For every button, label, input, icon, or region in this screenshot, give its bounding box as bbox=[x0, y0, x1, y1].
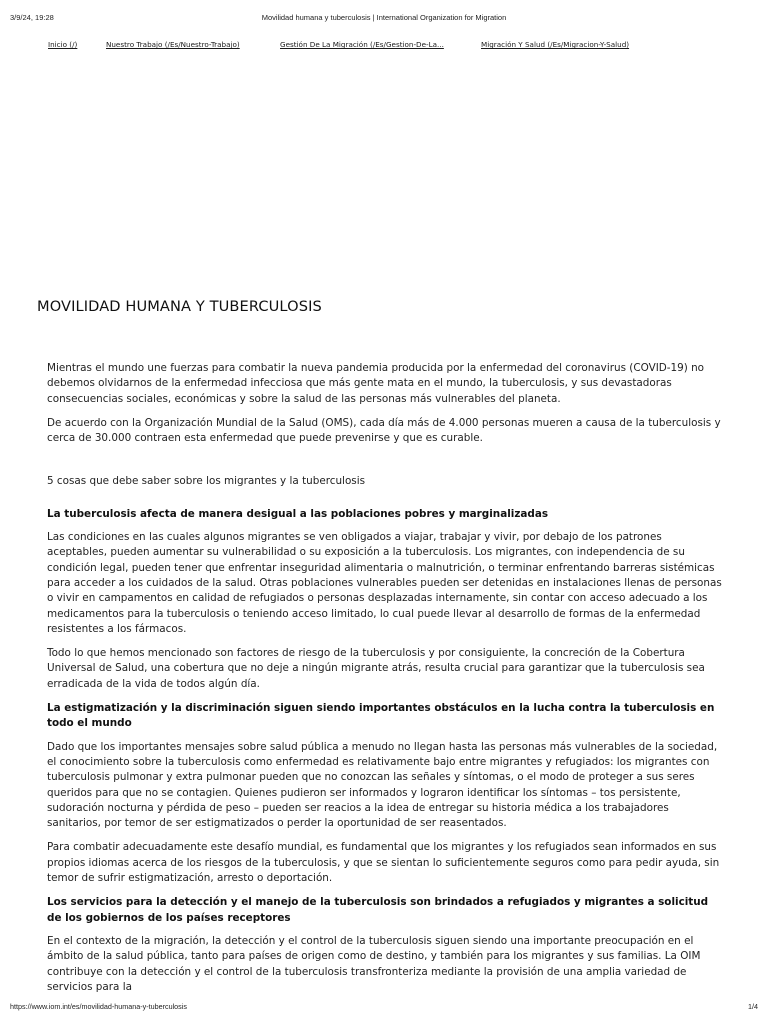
section-heading: La tuberculosis afecta de manera desigual a las poblaciones pobres y marginalizadas bbox=[47, 507, 549, 520]
page-title: MOVILIDAD HUMANA Y TUBERCULOSIS bbox=[37, 298, 322, 315]
section-paragraph: Las condiciones en las cuales algunos migrantes se ven obligados a viajar, trabajar y vivir, por debajo de los patrones aceptables, pueden aumentar su vulnerabilidad o su exposición a la tuberculosis. Los migrantes, con independencia de su condición legal, pueden tener que enfrentar inseguridad alimentaria o malnutrición, o terminar enfrentando barreras sistémicas para acceder a los cuidados de la salud. Otras poblaciones vulnerables pueden ser detenidas en instalaciones llenas de personas o vivir en campamentos en calidad de refugiados o personas desplazadas internamente, sin contar con acceso adecuado a los medicamentos para la tuberculosis o teniendo acceso limitado, lo cual puede llevar al desarrollo de formas de la enfermedad resistentes a los fármacos. bbox=[47, 531, 722, 635]
breadcrumb-gestion-migracion-link[interactable]: Gestión De La Migración (/Es/Gestion-De-La... bbox=[280, 40, 444, 49]
intro-paragraph: De acuerdo con la Organización Mundial de la Salud (OMS), cada día más de 4.000 personas mueren a causa de la tuberculosis y cerca de 30.000 contraen esta enfermedad que puede prevenirse y que es curable. bbox=[47, 416, 721, 445]
breadcrumb bbox=[0, 40, 768, 54]
article-subheading: 5 cosas que debe saber sobre los migrantes y la tuberculosis bbox=[47, 475, 366, 488]
print-url: https://www.iom.int/es/movilidad-humana-y-tuberculosis bbox=[10, 1002, 187, 1011]
section-paragraph: Todo lo que hemos mencionado son factores de riesgo de la tuberculosis y por consiguiente, la concreción de la Cobertura Universal de Salud, una cobertura que no deje a ningún migrante atrás, resulta crucial para garantizar que la tuberculosis sea erradicada de la vida de todos algún día. bbox=[47, 647, 705, 690]
breadcrumb-migracion-salud-link[interactable]: Migración Y Salud (/Es/Migracion-Y-Salud) bbox=[481, 40, 630, 49]
print-datetime: 3/9/24, 19:28 bbox=[10, 13, 54, 22]
print-doc-title: Movilidad humana y tuberculosis | International Organization for Migration bbox=[261, 13, 507, 22]
breadcrumb-inicio-link[interactable]: Inicio (/) bbox=[48, 40, 78, 49]
article-body bbox=[47, 361, 723, 1004]
section-paragraph: Dado que los importantes mensajes sobre salud pública a menudo no llegan hasta las personas más vulnerables de la sociedad, el conocimiento sobre la tuberculosis como enfermedad es relativamente bajo entre migrantes y refugiados: los migrantes con tuberculosis pulmonar y extra pulmonar pueden que no conozcan las señales y síntomas, o el modo de proteger a sus seres queridos para que no se contagien. Quienes pudieron ser informados y lograron identificar los síntomas – tos persistente, sudoración nocturna y pérdida de peso – pueden ser reacios a la idea de entregar su historia médica a los trabajadores sanitarios, por temor de ser estigmatizados o perder la oportunidad de ser reasentados. bbox=[47, 740, 718, 830]
print-footer bbox=[10, 1002, 758, 1014]
intro-paragraph: Mientras el mundo une fuerzas para combatir la nueva pandemia producida por la enfermedad del coronavirus (COVID-19) no debemos olvidarnos de la enfermedad infecciosa que más gente mata en el mundo, la tuberculosis, y sus devastadoras consecuencias sociales, económicas y sobre la salud de las personas más vulnerables del planeta. bbox=[47, 362, 705, 405]
page-number: 1/4 bbox=[748, 1002, 758, 1011]
section-paragraph: Para combatir adecuadamente este desafío mundial, es fundamental que los migrantes y los refugiados sean informados en sus propios idiomas acerca de los riesgos de la tuberculosis, y que se sientan lo suficientemente seguros como para pedir ayuda, sin temor de sufrir estigmatización, arresto o deportación. bbox=[47, 841, 720, 885]
section-heading: La estigmatización y la discriminación siguen siendo importantes obstáculos en la lucha contra la tuberculosis en todo el mundo bbox=[47, 702, 715, 730]
section-paragraph: En el contexto de la migración, la detección y el control de la tuberculosis siguen siendo una importante preocupación en el ámbito de la salud pública, tanto para países de origen como de destino, y también para los migrantes y sus familias. La OIM contribuye con la detección y el control de la tuberculosis transfronteriza mediante la provisión de una amplia variedad de servicios para la bbox=[47, 934, 701, 993]
print-header bbox=[10, 13, 758, 25]
section-heading: Los servicios para la detección y el manejo de la tuberculosis son brindados a refugiados y migrantes a solicitud de los gobiernos de los países receptores bbox=[47, 896, 709, 924]
breadcrumb-nuestro-trabajo-link[interactable]: Nuestro Trabajo (/Es/Nuestro-Trabajo) bbox=[106, 40, 240, 49]
